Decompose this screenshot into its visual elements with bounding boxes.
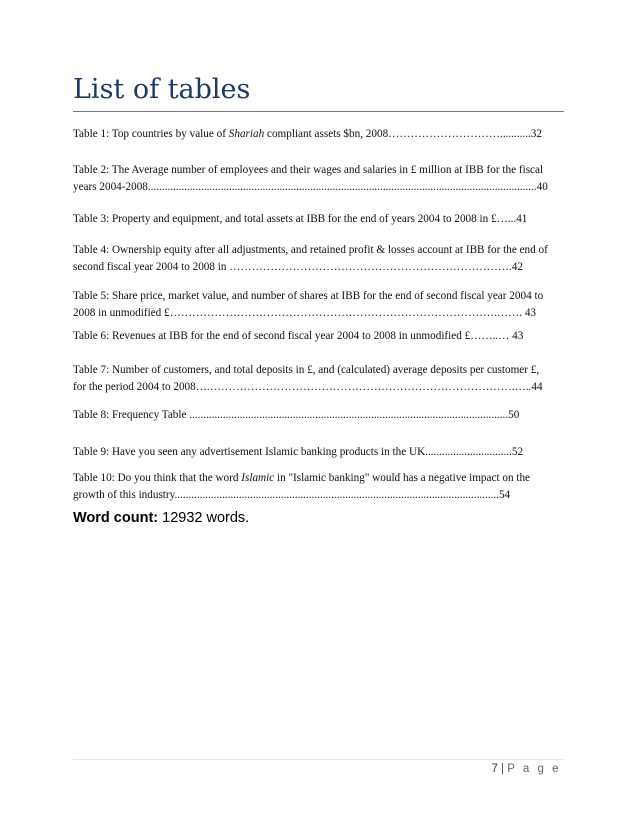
- toc-entry-line: growth of this industry....................................................................................................................54: [73, 489, 511, 501]
- word-count-value: 12932 words.: [158, 510, 250, 526]
- toc-entry-table-8[interactable]: [73, 407, 564, 424]
- toc-entry-table-4[interactable]: [73, 242, 564, 276]
- page-title: List of tables: [73, 74, 251, 105]
- word-count: [73, 510, 249, 526]
- toc-entry-line: for the period 2004 to 2008….……………………………………………………………………….…..44: [73, 381, 543, 393]
- toc-entry-line: second fiscal year 2004 to 2008 in ………………………………………………………………….42: [73, 261, 523, 273]
- page-footer: [491, 763, 561, 775]
- toc-entry-line: Table 6: Revenues at IBB for the end of second fiscal year 2004 to 2008 in unmodified £……..… 43: [73, 330, 524, 342]
- toc-entry-table-5[interactable]: [73, 288, 564, 322]
- title-underline: [73, 111, 564, 112]
- toc-entry-line: Table 8: Frequency Table ..................................................................................................................50: [73, 409, 520, 421]
- page-number: 7: [491, 763, 498, 775]
- toc-entry-line: Table 1: Top countries by value of Shariah compliant assets $bn, 2008…………………………...........32: [73, 128, 542, 140]
- toc-entry-table-3[interactable]: [73, 211, 564, 228]
- toc-entry-line: Table 7: Number of customers, and total deposits in £, and (calculated) average deposits per customer £,: [73, 364, 540, 376]
- toc-entry-table-9[interactable]: [73, 444, 564, 461]
- toc-entry-line: 2008 in unmodified £…………………………………………………………………………….……. 43: [73, 307, 537, 319]
- toc-entry-line: Table 10: Do you think that the word Islamic in "Islamic banking" would has a negative impact on the: [73, 472, 531, 484]
- toc-entry-table-1[interactable]: [73, 126, 564, 143]
- toc-entry-table-6[interactable]: [73, 328, 564, 345]
- toc-entry-line: Table 9: Have you seen any advertisement Islamic banking products in the UK...............................52: [73, 446, 524, 458]
- footer-divider: [73, 759, 564, 760]
- page-label: P a g e: [507, 763, 561, 775]
- toc-entry-table-2[interactable]: [73, 162, 564, 196]
- toc-entry-line: Table 3: Property and equipment, and total assets at IBB for the end of years 2004 to 2008 in £…...41: [73, 213, 528, 225]
- toc-entry-table-10[interactable]: [73, 470, 564, 504]
- italic-term: Shariah: [228, 128, 265, 140]
- footer-separator: |: [501, 763, 505, 775]
- toc-entry-line: years 2004-2008...........................................................................................................................................40: [73, 181, 548, 193]
- toc-entry-table-7[interactable]: [73, 362, 564, 396]
- toc-entry-line: Table 2: The Average number of employees and their wages and salaries in £ million at IBB for the fiscal: [73, 164, 544, 176]
- toc-entry-line: Table 4: Ownership equity after all adjustments, and retained profit & losses account at IBB for the end of: [73, 244, 548, 256]
- italic-term: Islamic: [241, 472, 275, 484]
- word-count-label: Word count:: [73, 510, 159, 526]
- toc-entry-line: Table 5: Share price, market value, and number of shares at IBB for the end of second fiscal year 2004 to: [73, 290, 544, 302]
